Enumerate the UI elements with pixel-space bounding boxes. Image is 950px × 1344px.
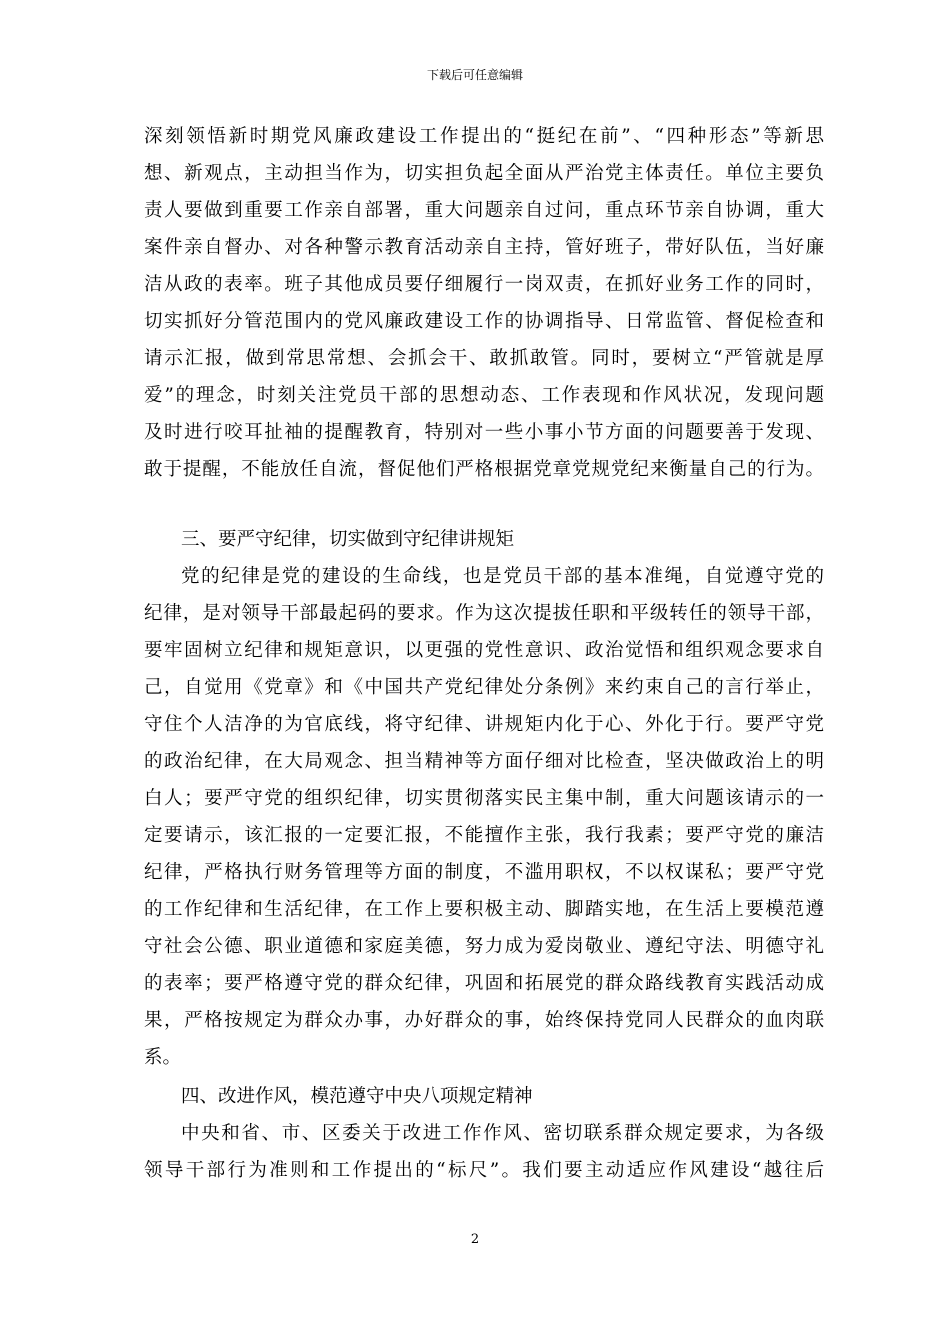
text-line: 深刻领悟新时期党风廉政建设工作提出的“挺纪在前”、“四种形态”等新思 xyxy=(144,126,824,147)
text-line: 守住个人洁净的为官底线，将守纪律、讲规矩内化于心、外化于行。要严守党 xyxy=(144,714,824,735)
text-line: 己，自觉用《党章》和《中国共产党纪律处分条例》来约束自己的言行举止， xyxy=(144,677,824,698)
text-line: 纪律，严格执行财务管理等方面的制度，不滥用职权，不以权谋私；要严守党 xyxy=(144,862,824,883)
paragraph-3 xyxy=(144,558,824,1076)
text-line: 想、新观点，主动担当作为，切实担负起全面从严治党主体责任。单位主要负 xyxy=(144,163,824,184)
text-line: 白人；要严守党的组织纪律，切实贯彻落实民主集中制，重大问题该请示的一 xyxy=(144,788,824,809)
text-line: 责人要做到重要工作亲自部署，重大问题亲自过问，重点环节亲自协调，重大 xyxy=(144,200,824,221)
text-line: 系。 xyxy=(144,1047,182,1068)
text-line: 的表率；要严格遵守党的群众纪律，巩固和拓展党的群众路线教育实践活动成 xyxy=(144,973,824,994)
text-line: 敢于提醒，不能放任自流，督促他们严格根据党章党规党纪来衡量自己的行为。 xyxy=(144,459,824,480)
paragraph-spacer xyxy=(144,488,824,521)
text-line: 及时进行咬耳扯袖的提醒教育，特别对一些小事小节方面的问题要善于发现、 xyxy=(144,422,824,443)
text-line: 领导干部行为准则和工作提出的“标尺”。我们要主动适应作风建设“越往后 xyxy=(144,1160,824,1181)
text-line: 请示汇报，做到常思常想、会抓会干、敢抓敢管。同时，要树立“严管就是厚 xyxy=(144,348,824,369)
section-heading: 三、要严守纪律，切实做到守纪律讲规矩 xyxy=(181,529,515,550)
text-line: 的工作纪律和生活纪律，在工作上要积极主动、脚踏实地，在生活上要模范遵 xyxy=(144,899,824,920)
text-line: 爱”的理念，时刻关注党员干部的思想动态、工作表现和作风状况，发现问题 xyxy=(144,385,824,406)
text-line: 案件亲自督办、对各种警示教育活动亲自主持，管好班子，带好队伍，当好廉 xyxy=(144,237,824,258)
text-line: 的政治纪律，在大局观念、担当精神等方面仔细对比检查，坚决做政治上的明 xyxy=(144,751,824,772)
text-line: 要牢固树立纪律和规矩意识，以更强的党性意识、政治觉悟和组织观念要求自 xyxy=(144,640,824,661)
paragraph-1 xyxy=(144,118,824,488)
page-number: 2 xyxy=(470,1232,480,1247)
page-header: 下载后可任意编辑 xyxy=(426,68,523,82)
text-line: 定要请示，该汇报的一定要汇报，不能擅作主张，我行我素；要严守党的廉洁 xyxy=(144,825,824,846)
section-heading: 四、改进作风，模范遵守中央八项规定精神 xyxy=(181,1086,533,1107)
text-line: 洁从政的表率。班子其他成员要仔细履行一岗双责，在抓好业务工作的同时， xyxy=(144,274,824,295)
text-line: 党的纪律是党的建设的生命线，也是党员干部的基本准绳，自觉遵守党的 xyxy=(181,566,824,587)
text-line: 果，严格按规定为群众办事，办好群众的事，始终保持党同人民群众的血肉联 xyxy=(144,1010,824,1031)
text-line: 纪律，是对领导干部最起码的要求。作为这次提拔任职和平级转任的领导干部， xyxy=(144,603,824,624)
paragraph-4 xyxy=(144,1115,824,1189)
text-line: 中央和省、市、区委关于改进工作作风、密切联系群众规定要求，为各级 xyxy=(181,1123,824,1144)
document-body xyxy=(144,118,824,1189)
text-line: 守社会公德、职业道德和家庭美德，努力成为爱岗敬业、遵纪守法、明德守礼 xyxy=(144,936,824,957)
text-line: 切实抓好分管范围内的党风廉政建设工作的协调指导、日常监管、督促检查和 xyxy=(144,311,824,332)
